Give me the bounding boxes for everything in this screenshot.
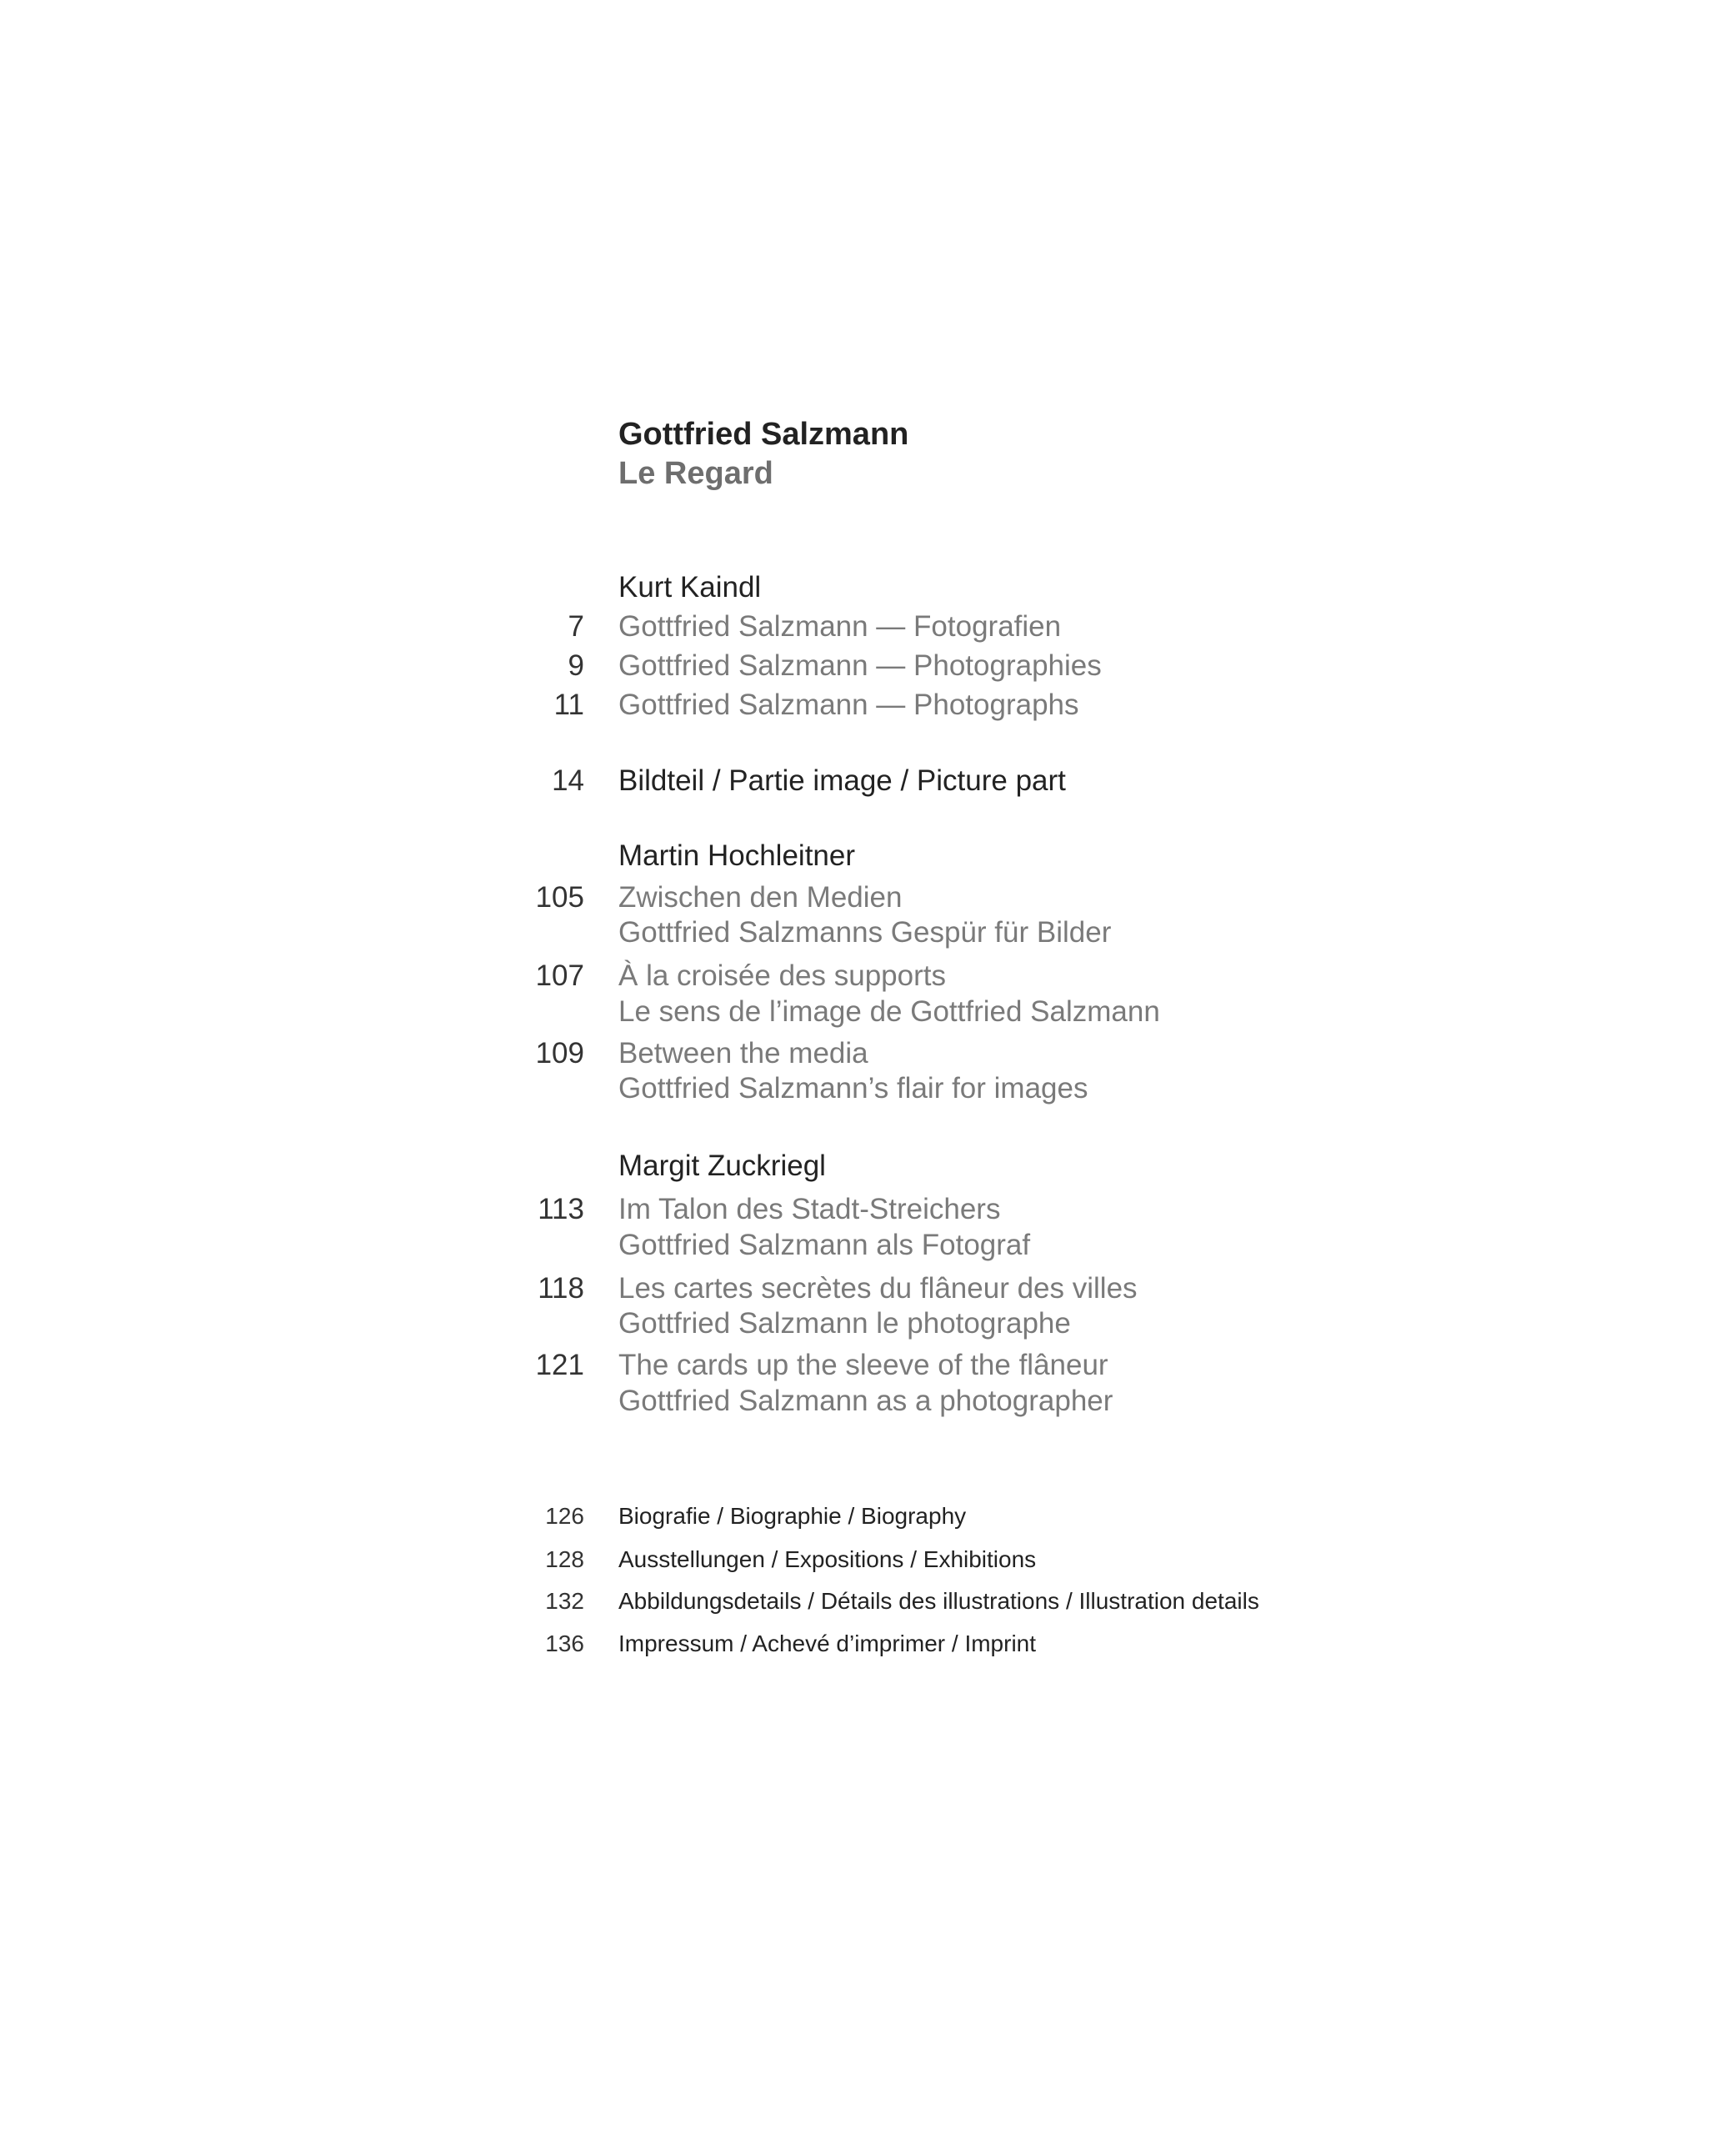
toc-author	[0, 1148, 1736, 1185]
toc-entry[interactable]	[0, 609, 1736, 645]
entry-title: À la croisée des supports	[618, 959, 946, 992]
page-number: 113	[538, 1193, 584, 1225]
page-number: 14	[552, 764, 584, 797]
toc-entry-subtitle	[0, 1305, 1736, 1342]
appendix-entry[interactable]	[0, 1498, 1736, 1535]
entry-title: Gottfried Salzmann — Fotografien	[618, 610, 1062, 643]
book-subtitle: Le Regard	[618, 456, 773, 491]
toc-entry[interactable]	[0, 1347, 1736, 1384]
entry-title: Gottfried Salzmann — Photographs	[618, 689, 1079, 721]
toc-author	[0, 838, 1736, 874]
entry-subtitle: Le sens de l’image de Gottfried Salzmann	[618, 995, 1160, 1028]
page-number: 11	[553, 689, 584, 721]
entry-title: Between the media	[618, 1037, 868, 1070]
page-number: 128	[545, 1546, 584, 1572]
page-number: 9	[568, 649, 584, 682]
page-number: 118	[538, 1272, 584, 1305]
page-number: 121	[535, 1349, 584, 1381]
toc-entry[interactable]	[0, 1191, 1736, 1228]
entry-title: Impressum / Achevé d’imprimer / Imprint	[618, 1631, 1037, 1656]
entry-title: Les cartes secrètes du flâneur des villes	[618, 1272, 1138, 1305]
entry-title: The cards up the sleeve of the flâneur	[618, 1349, 1108, 1381]
author-name: Kurt Kaindl	[618, 571, 762, 604]
entry-subtitle: Gottfried Salzmann le photographe	[618, 1307, 1071, 1340]
entry-subtitle: Gottfried Salzmann’s flair for images	[618, 1072, 1088, 1105]
entry-title: Im Talon des Stadt-Streichers	[618, 1193, 1001, 1225]
toc-entry-subtitle	[0, 914, 1736, 951]
entry-title: Biografie / Biographie / Biography	[618, 1503, 967, 1529]
page-number: 105	[535, 881, 584, 914]
toc-entry[interactable]	[0, 879, 1736, 916]
entry-title: Gottfried Salzmann — Photographies	[618, 649, 1102, 682]
author-name: Margit Zuckriegl	[618, 1150, 826, 1182]
appendix-entry[interactable]	[0, 1541, 1736, 1578]
appendix-entry[interactable]	[0, 1626, 1736, 1662]
page-number: 107	[535, 959, 584, 992]
entry-title: Zwischen den Medien	[618, 881, 903, 914]
entry-title: Abbildungsdetails / Détails des illustrations / Illustration details	[618, 1588, 1259, 1614]
toc-author	[0, 569, 1736, 606]
toc-entry[interactable]	[0, 1035, 1736, 1072]
page-number: 136	[545, 1631, 584, 1656]
toc-entry-subtitle	[0, 1070, 1736, 1107]
entry-subtitle: Gottfried Salzmann als Fotograf	[618, 1229, 1031, 1261]
toc-entry-subtitle	[0, 1227, 1736, 1264]
entry-title: Ausstellungen / Expositions / Exhibitions	[618, 1546, 1037, 1572]
toc-entry-subtitle	[0, 994, 1736, 1030]
toc-entry[interactable]	[0, 763, 1736, 799]
toc-entry[interactable]	[0, 958, 1736, 994]
page-number: 132	[545, 1588, 584, 1614]
entry-subtitle: Gottfried Salzmann as a photographer	[618, 1385, 1113, 1417]
author-name: Martin Hochleitner	[618, 839, 855, 872]
toc-entry[interactable]	[0, 687, 1736, 724]
toc-entry-subtitle	[0, 1383, 1736, 1420]
page-number: 109	[535, 1037, 584, 1070]
page-number: 126	[545, 1503, 584, 1529]
entry-title: Bildteil / Partie image / Picture part	[618, 764, 1066, 797]
toc-entry[interactable]	[0, 1270, 1736, 1307]
appendix-entry[interactable]	[0, 1583, 1736, 1620]
entry-subtitle: Gottfried Salzmanns Gespür für Bilder	[618, 916, 1112, 949]
toc-entry[interactable]	[0, 648, 1736, 684]
book-title: Gottfried Salzmann	[618, 417, 909, 452]
page-number: 7	[568, 610, 584, 643]
